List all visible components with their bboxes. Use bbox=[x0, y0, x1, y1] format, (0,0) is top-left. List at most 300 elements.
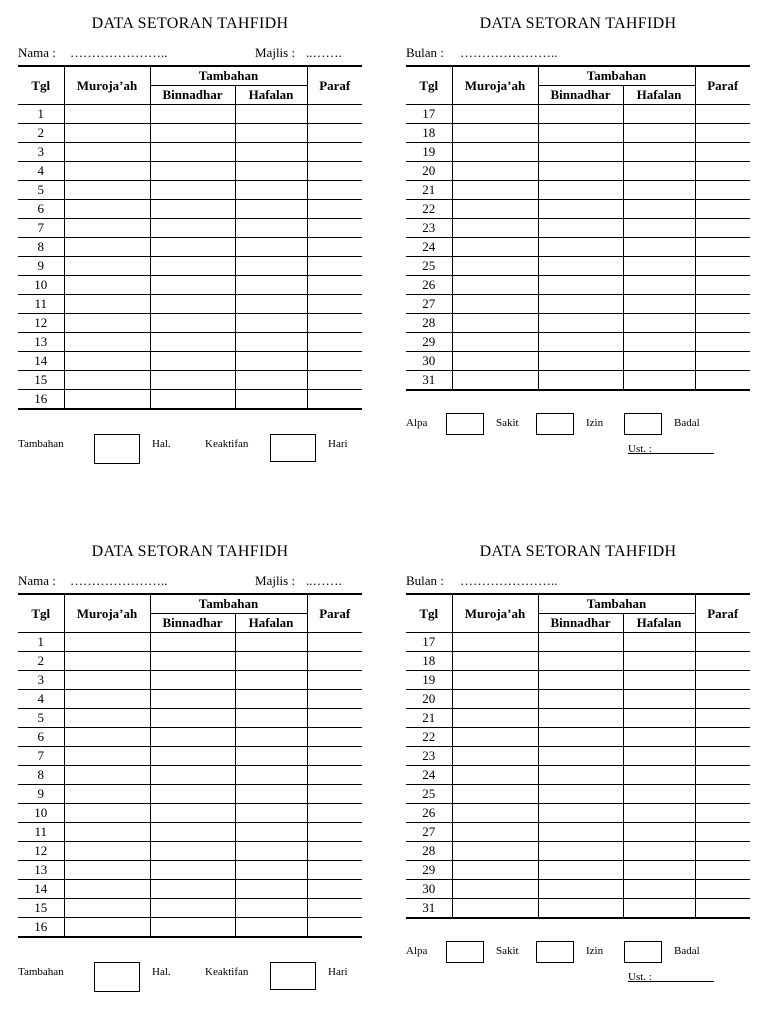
binnadhar-cell[interactable] bbox=[150, 766, 235, 785]
hafalan-cell[interactable] bbox=[623, 295, 695, 314]
paraf-cell[interactable] bbox=[695, 804, 750, 823]
paraf-cell[interactable] bbox=[695, 200, 750, 219]
binnadhar-cell[interactable] bbox=[150, 804, 235, 823]
day-cell: 21 bbox=[406, 709, 452, 728]
paraf-cell[interactable] bbox=[307, 390, 362, 410]
paraf-cell[interactable] bbox=[307, 276, 362, 295]
murojaah-cell[interactable] bbox=[452, 633, 538, 652]
binnadhar-cell[interactable] bbox=[538, 314, 623, 333]
murojaah-cell[interactable] bbox=[64, 200, 150, 219]
murojaah-cell[interactable] bbox=[64, 766, 150, 785]
murojaah-cell[interactable] bbox=[64, 709, 150, 728]
binnadhar-cell[interactable] bbox=[150, 633, 235, 652]
binnadhar-cell[interactable] bbox=[150, 276, 235, 295]
paraf-cell[interactable] bbox=[695, 371, 750, 391]
murojaah-cell[interactable] bbox=[64, 690, 150, 709]
binnadhar-cell[interactable] bbox=[150, 823, 235, 842]
paraf-cell[interactable] bbox=[695, 333, 750, 352]
hafalan-cell[interactable] bbox=[235, 314, 307, 333]
sakit-box[interactable] bbox=[536, 413, 574, 435]
murojaah-cell[interactable] bbox=[452, 314, 538, 333]
hafalan-cell[interactable] bbox=[623, 880, 695, 899]
binnadhar-cell[interactable] bbox=[150, 785, 235, 804]
paraf-cell[interactable] bbox=[307, 709, 362, 728]
murojaah-cell[interactable] bbox=[452, 861, 538, 880]
hafalan-cell[interactable] bbox=[235, 219, 307, 238]
bulan-field[interactable]: ………………….. bbox=[460, 573, 558, 588]
murojaah-cell[interactable] bbox=[452, 200, 538, 219]
paraf-cell[interactable] bbox=[695, 690, 750, 709]
murojaah-cell[interactable] bbox=[64, 747, 150, 766]
paraf-cell[interactable] bbox=[695, 352, 750, 371]
col-tgl: Tgl bbox=[18, 66, 64, 105]
hafalan-cell[interactable] bbox=[623, 899, 695, 919]
murojaah-cell[interactable] bbox=[64, 652, 150, 671]
murojaah-cell[interactable] bbox=[452, 333, 538, 352]
paraf-cell[interactable] bbox=[695, 143, 750, 162]
col-hafalan: Hafalan bbox=[235, 614, 307, 633]
binnadhar-cell[interactable] bbox=[538, 652, 623, 671]
binnadhar-cell[interactable] bbox=[538, 861, 623, 880]
hafalan-cell[interactable] bbox=[235, 861, 307, 880]
murojaah-cell[interactable] bbox=[452, 728, 538, 747]
murojaah-cell[interactable] bbox=[452, 238, 538, 257]
binnadhar-cell[interactable] bbox=[150, 219, 235, 238]
table-row bbox=[18, 219, 362, 238]
hafalan-cell[interactable] bbox=[235, 633, 307, 652]
day-cell: 24 bbox=[406, 238, 452, 257]
hafalan-cell[interactable] bbox=[623, 804, 695, 823]
hafalan-cell[interactable] bbox=[623, 143, 695, 162]
binnadhar-cell[interactable] bbox=[538, 766, 623, 785]
hafalan-cell[interactable] bbox=[235, 333, 307, 352]
hafalan-cell[interactable] bbox=[235, 276, 307, 295]
hafalan-cell[interactable] bbox=[623, 219, 695, 238]
binnadhar-cell[interactable] bbox=[538, 371, 623, 391]
paraf-cell[interactable] bbox=[307, 333, 362, 352]
table-row bbox=[406, 747, 750, 766]
hafalan-cell[interactable] bbox=[623, 238, 695, 257]
nama-field[interactable]: ………………….. bbox=[70, 45, 168, 60]
hafalan-cell[interactable] bbox=[235, 295, 307, 314]
murojaah-cell[interactable] bbox=[64, 918, 150, 938]
hafalan-cell[interactable] bbox=[623, 633, 695, 652]
paraf-cell[interactable] bbox=[695, 766, 750, 785]
murojaah-cell[interactable] bbox=[452, 899, 538, 919]
paraf-cell[interactable] bbox=[307, 918, 362, 938]
tambahan-box[interactable] bbox=[94, 962, 140, 992]
binnadhar-cell[interactable] bbox=[538, 162, 623, 181]
col-paraf: Paraf bbox=[695, 594, 750, 633]
paraf-cell[interactable] bbox=[695, 728, 750, 747]
binnadhar-cell[interactable] bbox=[538, 257, 623, 276]
binnadhar-cell[interactable] bbox=[538, 238, 623, 257]
keaktifan-box[interactable] bbox=[270, 434, 316, 462]
murojaah-cell[interactable] bbox=[64, 219, 150, 238]
col-tambahan: Tambahan bbox=[538, 594, 695, 614]
table-row bbox=[18, 333, 362, 352]
binnadhar-cell[interactable] bbox=[538, 690, 623, 709]
binnadhar-cell[interactable] bbox=[538, 671, 623, 690]
hafalan-cell[interactable] bbox=[235, 918, 307, 938]
paraf-cell[interactable] bbox=[307, 143, 362, 162]
murojaah-cell[interactable] bbox=[452, 276, 538, 295]
table-row bbox=[18, 276, 362, 295]
day-cell: 8 bbox=[18, 766, 64, 785]
paraf-cell[interactable] bbox=[695, 257, 750, 276]
paraf-cell[interactable] bbox=[307, 219, 362, 238]
form-title: DATA SETORAN TAHFIDH bbox=[479, 543, 677, 560]
binnadhar-cell[interactable] bbox=[150, 842, 235, 861]
paraf-cell[interactable] bbox=[307, 690, 362, 709]
hafalan-cell[interactable] bbox=[623, 652, 695, 671]
murojaah-cell[interactable] bbox=[452, 823, 538, 842]
murojaah-cell[interactable] bbox=[64, 728, 150, 747]
binnadhar-cell[interactable] bbox=[538, 709, 623, 728]
binnadhar-cell[interactable] bbox=[538, 747, 623, 766]
murojaah-cell[interactable] bbox=[452, 295, 538, 314]
student-header bbox=[18, 45, 362, 65]
hafalan-cell[interactable] bbox=[235, 690, 307, 709]
hafalan-cell[interactable] bbox=[623, 371, 695, 391]
murojaah-cell[interactable] bbox=[64, 899, 150, 918]
murojaah-cell[interactable] bbox=[64, 785, 150, 804]
binnadhar-cell[interactable] bbox=[538, 143, 623, 162]
murojaah-cell[interactable] bbox=[452, 124, 538, 143]
day-cell: 25 bbox=[406, 257, 452, 276]
paraf-cell[interactable] bbox=[307, 766, 362, 785]
murojaah-cell[interactable] bbox=[452, 105, 538, 124]
murojaah-cell[interactable] bbox=[452, 162, 538, 181]
paraf-cell[interactable] bbox=[307, 162, 362, 181]
paraf-cell[interactable] bbox=[695, 899, 750, 919]
hafalan-cell[interactable] bbox=[235, 105, 307, 124]
binnadhar-cell[interactable] bbox=[150, 162, 235, 181]
binnadhar-cell[interactable] bbox=[538, 728, 623, 747]
hafalan-cell[interactable] bbox=[623, 747, 695, 766]
hafalan-cell[interactable] bbox=[623, 162, 695, 181]
col-binnadhar: Binnadhar bbox=[538, 614, 623, 633]
hafalan-cell[interactable] bbox=[235, 823, 307, 842]
table-row bbox=[406, 709, 750, 728]
form-bottom-right bbox=[406, 541, 750, 989]
murojaah-cell[interactable] bbox=[452, 219, 538, 238]
paraf-cell[interactable] bbox=[695, 747, 750, 766]
paraf-cell[interactable] bbox=[695, 105, 750, 124]
murojaah-cell[interactable] bbox=[64, 295, 150, 314]
paraf-cell[interactable] bbox=[307, 352, 362, 371]
paraf-cell[interactable] bbox=[695, 314, 750, 333]
murojaah-cell[interactable] bbox=[64, 804, 150, 823]
hafalan-cell[interactable] bbox=[623, 671, 695, 690]
murojaah-cell[interactable] bbox=[64, 861, 150, 880]
murojaah-cell[interactable] bbox=[64, 276, 150, 295]
murojaah-cell[interactable] bbox=[452, 690, 538, 709]
hafalan-cell[interactable] bbox=[235, 238, 307, 257]
paraf-cell[interactable] bbox=[307, 880, 362, 899]
murojaah-cell[interactable] bbox=[64, 181, 150, 200]
murojaah-cell[interactable] bbox=[452, 257, 538, 276]
binnadhar-cell[interactable] bbox=[538, 181, 623, 200]
murojaah-cell[interactable] bbox=[64, 352, 150, 371]
hafalan-cell[interactable] bbox=[623, 785, 695, 804]
binnadhar-cell[interactable] bbox=[150, 200, 235, 219]
binnadhar-cell[interactable] bbox=[538, 842, 623, 861]
paraf-cell[interactable] bbox=[307, 747, 362, 766]
paraf-cell[interactable] bbox=[695, 671, 750, 690]
binnadhar-cell[interactable] bbox=[150, 861, 235, 880]
keaktifan-box[interactable] bbox=[270, 962, 316, 990]
paraf-cell[interactable] bbox=[307, 861, 362, 880]
hafalan-cell[interactable] bbox=[235, 899, 307, 918]
hafalan-cell[interactable] bbox=[623, 276, 695, 295]
hafalan-cell[interactable] bbox=[235, 842, 307, 861]
paraf-cell[interactable] bbox=[695, 823, 750, 842]
paraf-cell[interactable] bbox=[307, 823, 362, 842]
murojaah-cell[interactable] bbox=[452, 880, 538, 899]
izin-label: Izin bbox=[586, 945, 604, 957]
hafalan-cell[interactable] bbox=[235, 124, 307, 143]
paraf-cell[interactable] bbox=[307, 785, 362, 804]
murojaah-cell[interactable] bbox=[64, 162, 150, 181]
hafalan-cell[interactable] bbox=[235, 652, 307, 671]
hafalan-cell[interactable] bbox=[235, 257, 307, 276]
murojaah-cell[interactable] bbox=[64, 257, 150, 276]
paraf-cell[interactable] bbox=[695, 861, 750, 880]
binnadhar-cell[interactable] bbox=[150, 143, 235, 162]
day-cell: 25 bbox=[406, 785, 452, 804]
paraf-cell[interactable] bbox=[307, 105, 362, 124]
murojaah-cell[interactable] bbox=[64, 143, 150, 162]
col-hafalan: Hafalan bbox=[623, 614, 695, 633]
hafalan-cell[interactable] bbox=[623, 842, 695, 861]
hal-label: Hal. bbox=[152, 966, 171, 978]
paraf-cell[interactable] bbox=[307, 238, 362, 257]
hafalan-cell[interactable] bbox=[623, 709, 695, 728]
murojaah-cell[interactable] bbox=[64, 880, 150, 899]
table-row bbox=[406, 238, 750, 257]
hafalan-cell[interactable] bbox=[623, 314, 695, 333]
hafalan-cell[interactable] bbox=[235, 728, 307, 747]
paraf-cell[interactable] bbox=[307, 257, 362, 276]
paraf-cell[interactable] bbox=[695, 880, 750, 899]
binnadhar-cell[interactable] bbox=[150, 880, 235, 899]
table-row bbox=[18, 200, 362, 219]
hafalan-cell[interactable] bbox=[623, 352, 695, 371]
murojaah-cell[interactable] bbox=[452, 842, 538, 861]
hafalan-cell[interactable] bbox=[235, 747, 307, 766]
binnadhar-cell[interactable] bbox=[150, 314, 235, 333]
binnadhar-cell[interactable] bbox=[150, 181, 235, 200]
hafalan-cell[interactable] bbox=[235, 162, 307, 181]
paraf-cell[interactable] bbox=[307, 314, 362, 333]
murojaah-cell[interactable] bbox=[64, 371, 150, 390]
paraf-cell[interactable] bbox=[695, 276, 750, 295]
table-row bbox=[18, 238, 362, 257]
paraf-cell[interactable] bbox=[307, 842, 362, 861]
murojaah-cell[interactable] bbox=[64, 333, 150, 352]
paraf-cell[interactable] bbox=[307, 899, 362, 918]
hafalan-cell[interactable] bbox=[623, 257, 695, 276]
hafalan-cell[interactable] bbox=[235, 785, 307, 804]
table-row bbox=[406, 728, 750, 747]
hafalan-cell[interactable] bbox=[235, 766, 307, 785]
murojaah-cell[interactable] bbox=[64, 671, 150, 690]
hafalan-cell[interactable] bbox=[235, 371, 307, 390]
hafalan-cell[interactable] bbox=[623, 690, 695, 709]
paraf-cell[interactable] bbox=[695, 181, 750, 200]
hafalan-cell[interactable] bbox=[623, 728, 695, 747]
binnadhar-cell[interactable] bbox=[150, 371, 235, 390]
murojaah-cell[interactable] bbox=[452, 143, 538, 162]
binnadhar-cell[interactable] bbox=[538, 219, 623, 238]
binnadhar-cell[interactable] bbox=[150, 390, 235, 410]
binnadhar-cell[interactable] bbox=[538, 823, 623, 842]
binnadhar-cell[interactable] bbox=[538, 633, 623, 652]
binnadhar-cell[interactable] bbox=[538, 295, 623, 314]
paraf-cell[interactable] bbox=[695, 785, 750, 804]
hafalan-cell[interactable] bbox=[235, 880, 307, 899]
majlis-field[interactable]: ..……. bbox=[306, 573, 342, 588]
hafalan-cell[interactable] bbox=[623, 333, 695, 352]
table-row bbox=[18, 804, 362, 823]
binnadhar-cell[interactable] bbox=[150, 238, 235, 257]
murojaah-cell[interactable] bbox=[452, 709, 538, 728]
binnadhar-cell[interactable] bbox=[150, 690, 235, 709]
paraf-cell[interactable] bbox=[695, 709, 750, 728]
murojaah-cell[interactable] bbox=[452, 785, 538, 804]
murojaah-cell[interactable] bbox=[452, 804, 538, 823]
binnadhar-cell[interactable] bbox=[150, 918, 235, 938]
paraf-cell[interactable] bbox=[695, 162, 750, 181]
binnadhar-cell[interactable] bbox=[150, 709, 235, 728]
hafalan-cell[interactable] bbox=[235, 352, 307, 371]
izin-box[interactable] bbox=[624, 413, 662, 435]
table-row bbox=[406, 257, 750, 276]
hafalan-cell[interactable] bbox=[623, 766, 695, 785]
binnadhar-cell[interactable] bbox=[150, 747, 235, 766]
murojaah-cell[interactable] bbox=[64, 633, 150, 652]
bulan-field[interactable]: ………………….. bbox=[460, 45, 558, 60]
binnadhar-cell[interactable] bbox=[150, 352, 235, 371]
binnadhar-cell[interactable] bbox=[150, 671, 235, 690]
paraf-cell[interactable] bbox=[307, 728, 362, 747]
murojaah-cell[interactable] bbox=[64, 238, 150, 257]
alpa-box[interactable] bbox=[446, 941, 484, 963]
paraf-cell[interactable] bbox=[307, 200, 362, 219]
paraf-cell[interactable] bbox=[695, 295, 750, 314]
paraf-cell[interactable] bbox=[307, 652, 362, 671]
paraf-cell[interactable] bbox=[307, 371, 362, 390]
alpa-box[interactable] bbox=[446, 413, 484, 435]
hafalan-cell[interactable] bbox=[235, 804, 307, 823]
murojaah-cell[interactable] bbox=[452, 747, 538, 766]
murojaah-cell[interactable] bbox=[452, 766, 538, 785]
murojaah-cell[interactable] bbox=[64, 823, 150, 842]
murojaah-cell[interactable] bbox=[452, 181, 538, 200]
hafalan-cell[interactable] bbox=[623, 861, 695, 880]
binnadhar-cell[interactable] bbox=[538, 880, 623, 899]
paraf-cell[interactable] bbox=[307, 633, 362, 652]
table-row bbox=[406, 314, 750, 333]
paraf-cell[interactable] bbox=[695, 219, 750, 238]
paraf-cell[interactable] bbox=[307, 295, 362, 314]
setoran-table bbox=[406, 593, 750, 919]
paraf-cell[interactable] bbox=[695, 842, 750, 861]
binnadhar-cell[interactable] bbox=[538, 333, 623, 352]
signature-line bbox=[628, 971, 714, 982]
hafalan-cell[interactable] bbox=[623, 105, 695, 124]
table-row bbox=[18, 709, 362, 728]
murojaah-cell[interactable] bbox=[64, 842, 150, 861]
hafalan-cell[interactable] bbox=[235, 709, 307, 728]
nama-field[interactable]: ………………….. bbox=[70, 573, 168, 588]
paraf-cell[interactable] bbox=[695, 124, 750, 143]
binnadhar-cell[interactable] bbox=[538, 804, 623, 823]
binnadhar-cell[interactable] bbox=[538, 785, 623, 804]
table-row bbox=[18, 143, 362, 162]
binnadhar-cell[interactable] bbox=[150, 295, 235, 314]
paraf-cell[interactable] bbox=[307, 671, 362, 690]
paraf-cell[interactable] bbox=[307, 181, 362, 200]
murojaah-cell[interactable] bbox=[452, 671, 538, 690]
hafalan-cell[interactable] bbox=[235, 143, 307, 162]
table-row bbox=[406, 143, 750, 162]
hafalan-cell[interactable] bbox=[623, 200, 695, 219]
table-row bbox=[18, 162, 362, 181]
murojaah-cell[interactable] bbox=[452, 652, 538, 671]
paraf-cell[interactable] bbox=[695, 238, 750, 257]
day-cell: 11 bbox=[18, 295, 64, 314]
binnadhar-cell[interactable] bbox=[538, 899, 623, 919]
sakit-box[interactable] bbox=[536, 941, 574, 963]
izin-box[interactable] bbox=[624, 941, 662, 963]
murojaah-cell[interactable] bbox=[64, 314, 150, 333]
hafalan-cell[interactable] bbox=[623, 181, 695, 200]
hafalan-cell[interactable] bbox=[235, 671, 307, 690]
binnadhar-cell[interactable] bbox=[150, 899, 235, 918]
murojaah-cell[interactable] bbox=[64, 390, 150, 410]
paraf-cell[interactable] bbox=[307, 124, 362, 143]
hafalan-cell[interactable] bbox=[235, 390, 307, 410]
hafalan-cell[interactable] bbox=[235, 200, 307, 219]
binnadhar-cell[interactable] bbox=[538, 105, 623, 124]
murojaah-cell[interactable] bbox=[452, 352, 538, 371]
binnadhar-cell[interactable] bbox=[538, 124, 623, 143]
paraf-cell[interactable] bbox=[695, 652, 750, 671]
binnadhar-cell[interactable] bbox=[150, 257, 235, 276]
binnadhar-cell[interactable] bbox=[150, 105, 235, 124]
paraf-cell[interactable] bbox=[307, 804, 362, 823]
tambahan-box[interactable] bbox=[94, 434, 140, 464]
murojaah-cell[interactable] bbox=[64, 105, 150, 124]
paraf-cell[interactable] bbox=[695, 633, 750, 652]
binnadhar-cell[interactable] bbox=[538, 352, 623, 371]
binnadhar-cell[interactable] bbox=[538, 276, 623, 295]
binnadhar-cell[interactable] bbox=[150, 728, 235, 747]
hafalan-cell[interactable] bbox=[235, 181, 307, 200]
binnadhar-cell[interactable] bbox=[150, 652, 235, 671]
binnadhar-cell[interactable] bbox=[150, 333, 235, 352]
murojaah-cell[interactable] bbox=[64, 124, 150, 143]
hafalan-cell[interactable] bbox=[623, 124, 695, 143]
majlis-field[interactable]: ..……. bbox=[306, 45, 342, 60]
binnadhar-cell[interactable] bbox=[538, 200, 623, 219]
col-murojaah: Muroja’ah bbox=[64, 594, 150, 633]
binnadhar-cell[interactable] bbox=[150, 124, 235, 143]
hafalan-cell[interactable] bbox=[623, 823, 695, 842]
murojaah-cell[interactable] bbox=[452, 371, 538, 391]
